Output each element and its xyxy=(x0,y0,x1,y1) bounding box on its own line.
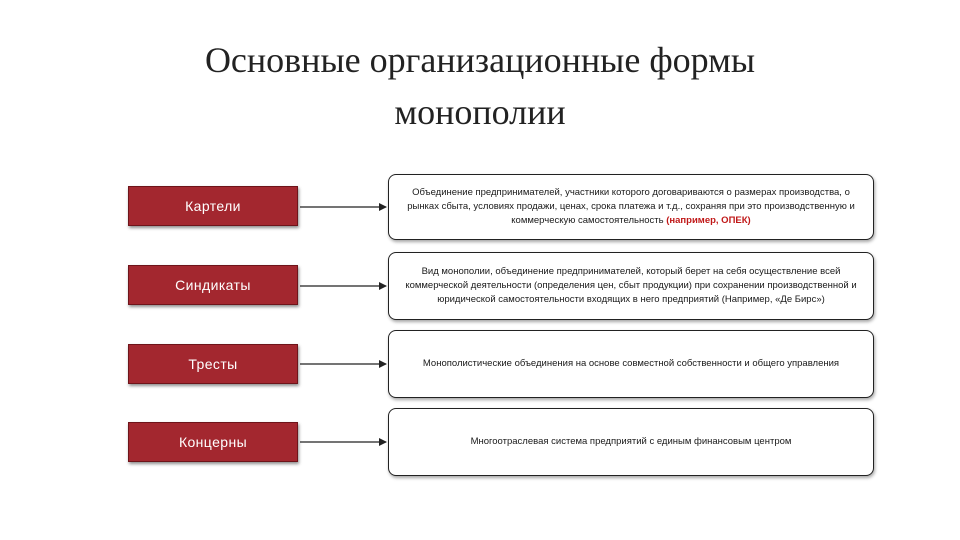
form-label-text: Картели xyxy=(185,198,241,214)
slide-title-line-1: Основные организационные формы xyxy=(204,40,756,80)
form-label-text: Концерны xyxy=(178,434,248,450)
form-label-text: Синдикаты xyxy=(175,277,251,293)
description-highlight: (например, ОПЕК) xyxy=(666,215,751,226)
form-description-text: Вид монополии, объединение предпринимателей, который берет на себя осуществление всей коммерческой деятельности (определения цен, сбыт продукции) при сохранении производственной и юридической самостоятельности входящих в него предприятий (Например, «Де Бирс») xyxy=(405,266,857,305)
slide-title-line-2: монополии xyxy=(394,92,566,132)
form-description-text: Монополистические объединения на основе совместной собственности и общего управления xyxy=(422,358,840,369)
description-body: Объединение предпринимателей, участники которого договариваются о размерах производства, о рынках сбыта, условиях продажи, ценах, срока платежа и т.д., сохраняя при это производственную и коммерческую самостоятельность xyxy=(407,187,855,226)
form-label-text: Тресты xyxy=(188,356,238,372)
form-description-text: Многоотраслевая система предприятий с единым финансовым центром xyxy=(470,436,792,447)
